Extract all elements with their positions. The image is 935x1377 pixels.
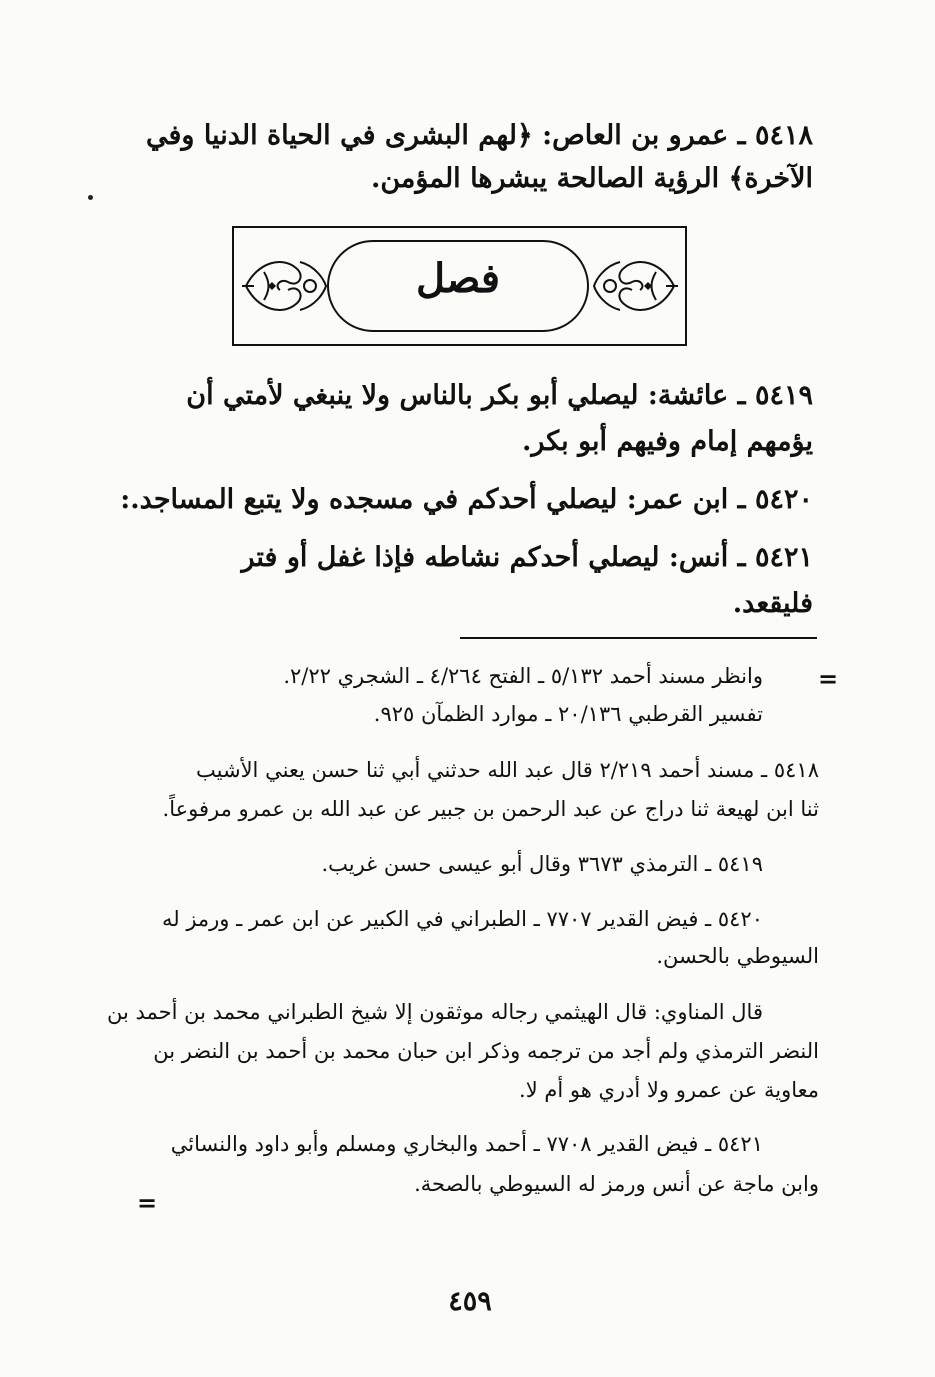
section-title: فصل <box>415 255 501 302</box>
footnote-5418-line-1: ٥٤١٨ ـ مسند أحمد ٢/٢١٩ قال عبد الله حدثني أبي ثنا حسن يعني الأشيب <box>196 758 819 782</box>
entry-5420-line-1: ٥٤٢٠ ـ ابن عمر: ليصلي أحدكم في مسجده ولا يتبع المساجد.: <box>120 484 813 515</box>
footnote-5420-line-2: السيوطي بالحسن. <box>656 944 819 968</box>
entry-5418-line-2: الآخرة﴾ الرؤية الصالحة يبشرها المؤمن. <box>370 163 813 194</box>
entry-5419-line-2: يؤمهم إمام وفيهم أبو بكر. <box>521 426 813 457</box>
ink-speck <box>88 195 93 200</box>
footnote-continuation-line-1: وانظر مسند أحمد ٥/١٣٢ ـ الفتح ٤/٢٦٤ ـ الشجري ٢/٢٢. <box>283 664 763 688</box>
footnote-5419-line-1: ٥٤١٩ ـ الترمذي ٣٦٧٣ وقال أبو عيسى حسن غريب. <box>321 852 763 876</box>
footnote-manawi-line-2: النضر الترمذي ولم أجد من ترجمه وذكر ابن حبان محمد بن أحمد بن النضر بن <box>153 1039 819 1063</box>
end-marker: = <box>137 1188 158 1217</box>
footnote-divider <box>460 637 817 639</box>
entry-5418-line-1: ٥٤١٨ ـ عمرو بن العاص: ﴿لهم البشرى في الحياة الدنيا وفي <box>145 120 813 151</box>
footnote-5418-line-2: ثنا ابن لهيعة ثنا دراج عن عبد الرحمن بن جبير عن عبد الله بن عمرو مرفوعاً. <box>162 797 819 821</box>
entry-5421-line-2: فليقعد. <box>732 588 813 619</box>
entry-5421-line-1: ٥٤٢١ ـ أنس: ليصلي أحدكم نشاطه فإذا غفل أو فتر <box>241 542 813 573</box>
footnote-manawi-line-3: معاوية عن عمرو ولا أدري هو أم لا. <box>519 1078 819 1102</box>
footnote-5420-line-1: ٥٤٢٠ ـ فيض القدير ٧٧٠٧ ـ الطبراني في الكبير عن ابن عمر ـ ورمز له <box>161 907 763 931</box>
footnote-manawi-line-1: قال المناوي: قال الهيثمي رجاله موثقون إلا شيخ الطبراني محمد بن أحمد بن <box>107 1000 763 1024</box>
left-arabesque-ornament-icon <box>236 242 332 330</box>
footnote-5421-line-1: ٥٤٢١ ـ فيض القدير ٧٧٠٨ ـ أحمد والبخاري ومسلم وأبو داود والنسائي <box>170 1132 763 1156</box>
continuation-marker: = <box>818 664 839 693</box>
entry-5419-line-1: ٥٤١٩ ـ عائشة: ليصلي أبو بكر بالناس ولا ينبغي لأمتي أن <box>186 380 813 411</box>
right-arabesque-ornament-icon <box>588 242 684 330</box>
footnote-continuation-line-2: تفسير القرطبي ٢٠/١٣٦ ـ موارد الظمآن ٩٢٥. <box>373 702 763 726</box>
footnote-5421-line-2: وابن ماجة عن أنس ورمز له السيوطي بالصحة. <box>414 1172 819 1196</box>
page-number: ٤٥٩ <box>448 1286 492 1317</box>
